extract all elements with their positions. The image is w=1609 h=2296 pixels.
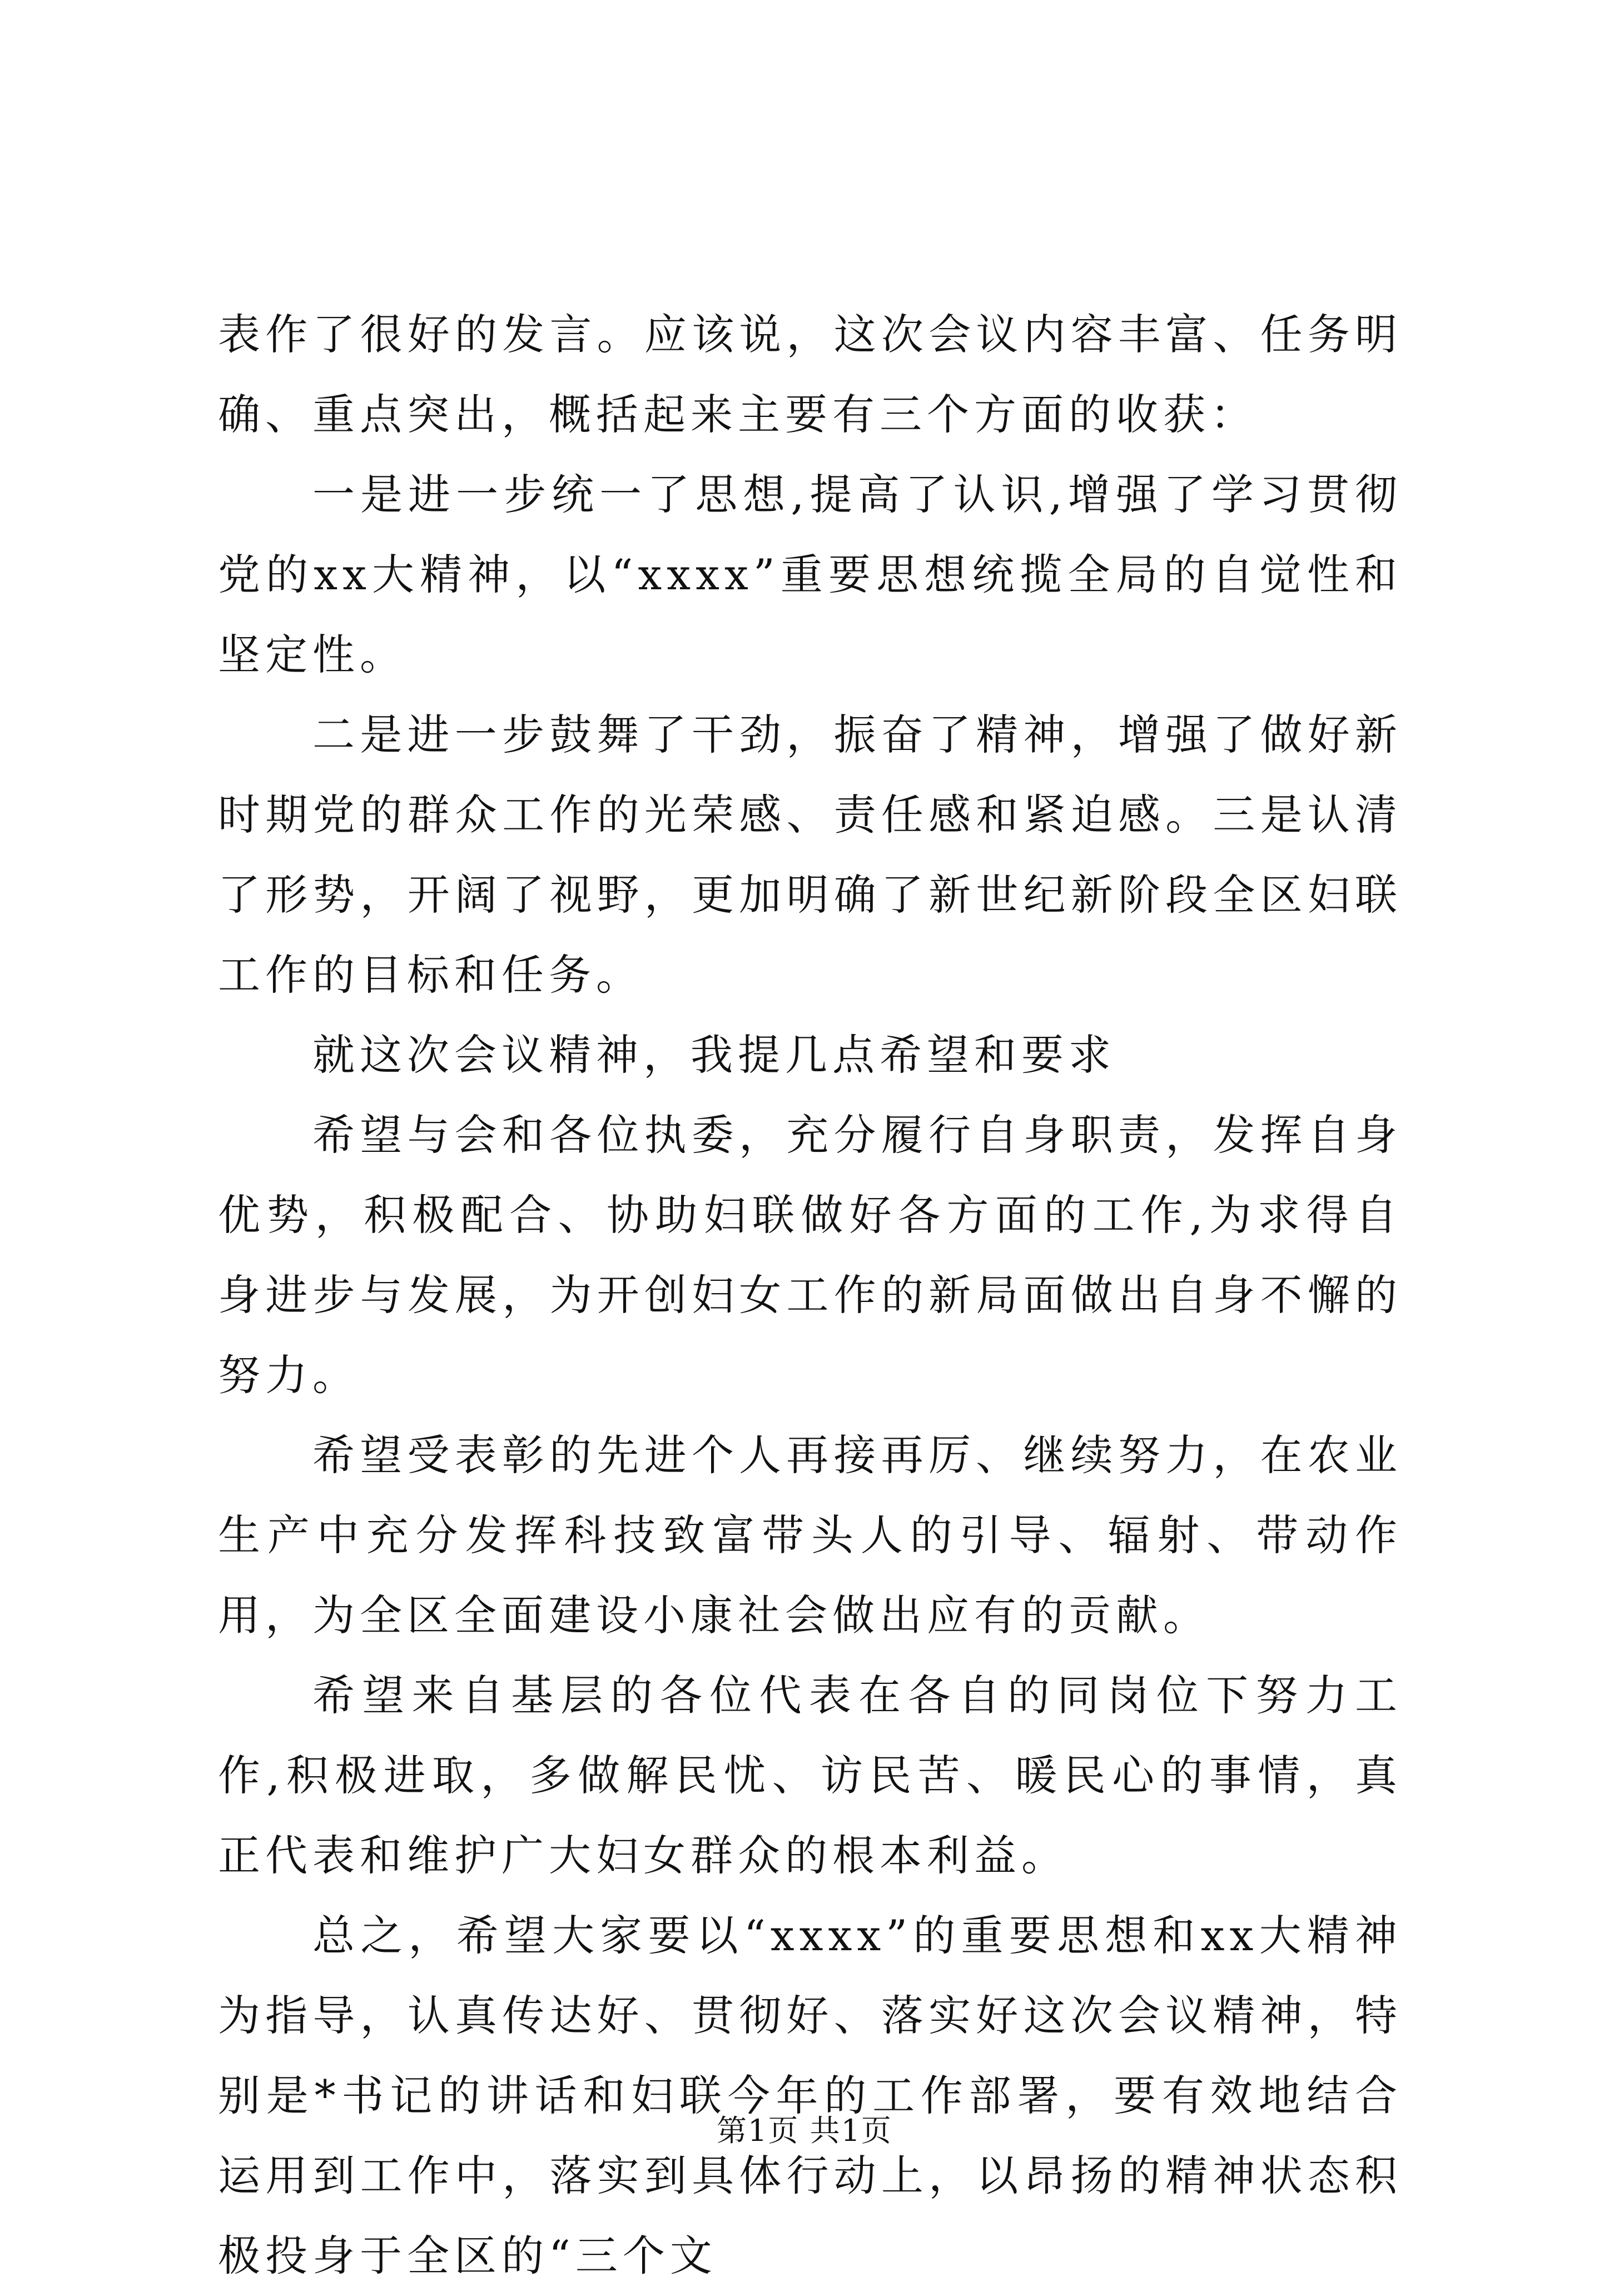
paragraph-3: 二是进一步鼓舞了干劲，振奋了精神，增强了做好新时期党的群众工作的光荣感、责任感和紧迫感。三是认清了形势，开阔了视野，更加明确了新世纪新阶段全区妇联工作的目标和任务。 [218,710,1402,1000]
document-body [218,295,1402,2296]
paragraph-4: 就这次会议精神，我提几点希望和要求 [312,1030,1116,1080]
paragraph-6: 希望受表彰的先进个人再接再厉、继续努力，在农业生产中充分发挥科技致富带头人的引导、辐射、带动作用，为全区全面建设小康社会做出应有的贡献。 [218,1430,1402,1640]
paragraph-1: 表作了很好的发言。应该说，这次会议内容丰富、任务明确、重点突出，概括起来主要有三个方面的收获： [218,310,1402,439]
paragraph-5: 希望与会和各位执委，充分履行自身职责，发挥自身优势，积极配合、协助妇联做好各方面的工作,为求得自身进步与发展，为开创妇女工作的新局面做出自身不懈的努力。 [218,1110,1402,1400]
paragraph-2: 一是进一步统一了思想,提高了认识,增强了学习贯彻党的xx大精神，以“xxxx”重要思想统揽全局的自觉性和坚定性。 [218,470,1402,679]
paragraph-7: 希望来自基层的各位代表在各自的同岗位下努力工作,积极进取，多做解民忧、访民苦、暖民心的事情，真正代表和维护广大妇女群众的根本利益。 [218,1671,1402,1880]
paragraph-8: 总之，希望大家要以“xxxx”的重要思想和xx大精神为指导，认真传达好、贯彻好、落实好这次会议精神，特别是*书记的讲话和妇联今年的工作部署，要有效地结合运用到工作中，落实到具体行动上，以昂扬的精神状态积极投身于全区的“三个文 [218,1911,1402,2280]
page-footer: 第1页 共1页 [717,2113,892,2148]
